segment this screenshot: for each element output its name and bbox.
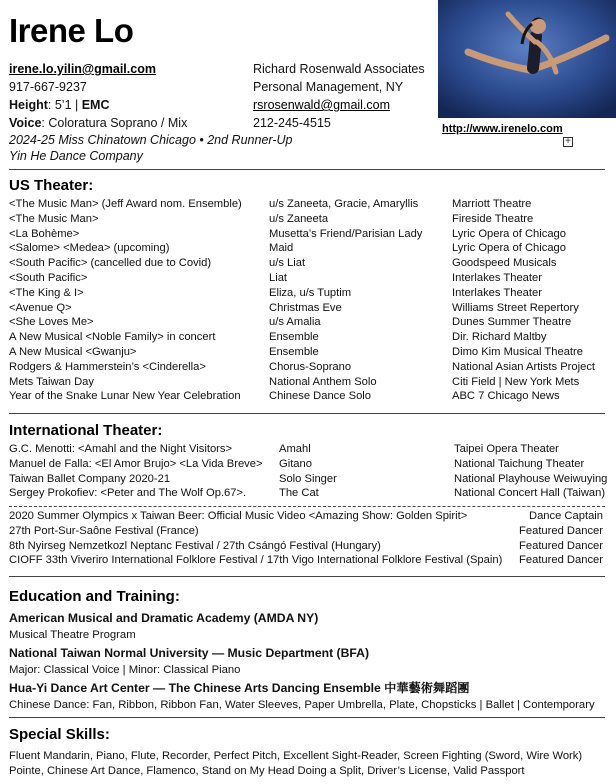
education-list	[9, 610, 609, 715]
school-detail: Chinese Dance: Fan, Ribbon, Ribbon Fan, Water Sleeves, Paper Umbrella, Plate, Chopsticks | Ballet | Contemporary	[9, 699, 595, 711]
credit-row	[9, 487, 609, 502]
festival-row	[9, 525, 603, 540]
venue: Williams Street Repertory	[452, 301, 579, 314]
venue: Dunes Summer Theatre	[452, 316, 572, 329]
school-name: American Musical and Dramatic Academy (AMDA NY)	[9, 611, 319, 625]
venue: National Asian Artists Project	[452, 360, 596, 373]
height-label: Height	[9, 98, 48, 112]
skills-heading: Special Skills:	[9, 726, 110, 743]
school-detail: Major: Classical Voice | Minor: Classical Piano	[9, 664, 241, 676]
role: Gitano	[279, 457, 312, 470]
school-name: Hua-Yi Dance Art Center — The Chinese Arts Dancing Ensemble 中華藝術舞蹈團	[9, 681, 470, 695]
credit-row	[9, 473, 609, 488]
email-link[interactable]: irene.lo.yilin@gmail.com	[9, 62, 156, 76]
show-title: Taiwan Ballet Company 2020-21	[9, 472, 171, 485]
role: Amahl	[279, 443, 311, 455]
festival-row	[9, 510, 603, 525]
festival-credits	[9, 510, 603, 569]
venue: Interlakes Theater	[452, 286, 542, 299]
show-title: Year of the Snake Lunar New Year Celebration	[9, 390, 241, 403]
venue: Interlakes Theater	[452, 271, 542, 284]
divider	[9, 413, 605, 414]
voice-label: Voice	[9, 116, 42, 130]
agency-desc: Personal Management, NY	[253, 80, 404, 94]
venue: National Taichung Theater	[454, 457, 585, 470]
role: u/s Zaneeta, Gracie, Amaryllis	[269, 198, 419, 210]
role: Ensemble	[269, 345, 319, 358]
venue: Dimo Kim Musical Theatre	[452, 345, 583, 358]
agency-block	[253, 60, 438, 132]
credit-row	[9, 458, 609, 473]
show-title: A New Musical <Noble Family> in concert	[9, 331, 216, 344]
agency-phone: 212-245-4515	[253, 116, 331, 130]
show-title: G.C. Menotti: <Amahl and the Night Visitors>	[9, 443, 233, 455]
website-link[interactable]: http://www.irenelo.com	[442, 123, 563, 135]
height-line	[9, 96, 249, 114]
role: Eliza, u/s Tuptim	[269, 286, 352, 299]
festival-role: Featured Dancer	[519, 539, 603, 552]
phone: 917-667-9237	[9, 80, 87, 94]
venue: Lyric Opera of Chicago	[452, 227, 566, 240]
role: Liat	[269, 271, 288, 284]
headshot-photo	[438, 0, 616, 118]
divider	[9, 169, 605, 170]
venue: Fireside Theatre	[452, 212, 534, 225]
education-heading: Education and Training:	[9, 588, 180, 605]
credit-row	[9, 302, 609, 317]
role: Ensemble	[269, 331, 319, 344]
venue: National Playhouse Weiwuying	[454, 472, 608, 485]
credit-row	[9, 257, 609, 272]
credit-row	[9, 331, 609, 346]
role: National Anthem Solo	[269, 375, 377, 388]
dancer-image	[438, 0, 616, 118]
show-title: Sergey Prokofiev: <Peter and The Wolf Op.67>.	[9, 487, 247, 500]
credit-row	[9, 346, 609, 361]
credit-row	[9, 242, 609, 257]
show-title: <South Pacific> (cancelled due to Covid)	[9, 257, 212, 270]
festival-role: Featured Dancer	[519, 554, 603, 567]
role: u/s Zaneeta	[269, 212, 329, 225]
us-theater-heading: US Theater:	[9, 177, 94, 194]
credit-row	[9, 228, 609, 243]
festival-role: Dance Captain	[528, 510, 603, 522]
credit-row	[9, 287, 609, 302]
festival-role: Featured Dancer	[519, 524, 603, 537]
school-name: National Taiwan Normal University — Music Department (BFA)	[9, 646, 370, 660]
dance-company: Yin He Dance Company	[9, 149, 143, 163]
festival-title: 2020 Summer Olympics x Taiwan Beer: Official Music Video <Amazing Show: Golden Spirit>	[9, 510, 468, 522]
show-title: <The Music Man> (Jeff Award nom. Ensemble)	[9, 198, 242, 210]
credit-row	[9, 213, 609, 228]
highlights	[9, 132, 292, 164]
show-title: Rodgers & Hammerstein’s <Cinderella>	[9, 360, 206, 373]
skills-line: Fluent Mandarin, Piano, Flute, Recorder, Perfect Pitch, Excellent Sight-Reader, Screen Fighting (Sword, Wire Work)	[9, 750, 583, 762]
role: u/s Liat	[269, 257, 306, 270]
credit-row	[9, 272, 609, 287]
show-title: <La Bohème>	[9, 227, 80, 240]
venue: Marriott Theatre	[452, 198, 532, 210]
festival-row	[9, 540, 603, 555]
agency-email-link[interactable]: rsrosenwald@gmail.com	[253, 98, 391, 112]
role: u/s Amalia	[269, 316, 321, 329]
venue: Goodspeed Musicals	[452, 257, 557, 270]
credit-row	[9, 316, 609, 331]
voice-value: : Coloratura Soprano / Mix	[41, 116, 188, 130]
skills-line: Pointe, Chinese Art Dance, Flamenco, Stand on My Head Doing a Split, Driver’s License, Valid Passport	[9, 765, 525, 777]
intl-theater-credits	[9, 443, 609, 502]
role: Solo Singer	[279, 472, 337, 485]
us-theater-credits	[9, 198, 609, 405]
expand-icon[interactable]: +	[563, 137, 573, 147]
intl-theater-heading: International Theater:	[9, 422, 163, 439]
union-status: EMC	[81, 98, 110, 112]
credit-row	[9, 198, 609, 213]
role: Maid	[269, 242, 294, 255]
show-title: <She Loves Me>	[9, 316, 94, 329]
agency-name: Richard Rosenwald Associates	[253, 62, 425, 76]
venue: Citi Field | New York Mets	[452, 375, 580, 388]
credit-row	[9, 361, 609, 376]
show-title: <Avenue Q>	[9, 301, 72, 314]
credit-row	[9, 376, 609, 391]
festival-title: 8th Nyirseg Nemzetkozl Neptanc Festival / 27th Csángó Festival (Hungary)	[9, 539, 381, 552]
venue: Dir. Richard Maltby	[452, 331, 547, 344]
festival-row	[9, 554, 603, 569]
show-title: <The King & I>	[9, 286, 84, 299]
show-title: A New Musical <Gwanju>	[9, 345, 137, 358]
school-detail: Musical Theatre Program	[9, 629, 136, 641]
pageant-title: 2024-25 Miss Chinatown Chicago • 2nd Runner-Up	[9, 133, 293, 147]
show-title: <The Music Man>	[9, 212, 99, 225]
show-title: <Salome> <Medea> (upcoming)	[9, 242, 170, 255]
show-title: Manuel de Falla: <El Amor Brujo> <La Vida Breve>	[9, 457, 263, 470]
role: Christmas Eve	[269, 301, 342, 314]
festival-title: CIOFF 33th Viveriro International Folklore Festival / 17th Vigo International Folklore Festival (Spain)	[9, 554, 503, 567]
skills-list	[9, 749, 582, 779]
role: Chorus-Soprano	[269, 360, 352, 373]
show-title: <South Pacific>	[9, 271, 88, 284]
venue: Lyric Opera of Chicago	[452, 242, 566, 255]
voice-line	[9, 114, 249, 132]
role: Musetta’s Friend/Parisian Lady	[269, 227, 423, 240]
divider	[9, 576, 605, 577]
credit-row	[9, 443, 609, 458]
divider	[9, 717, 605, 718]
venue: Taipei Opera Theater	[454, 443, 559, 455]
show-title: Mets Taiwan Day	[9, 375, 94, 388]
contact-block	[9, 60, 249, 132]
role: Chinese Dance Solo	[269, 390, 371, 403]
venue: ABC 7 Chicago News	[452, 390, 560, 403]
resume-name: Irene Lo	[9, 12, 134, 49]
role: The Cat	[279, 487, 319, 500]
festival-title: 27th Port-Sur-Saône Festival (France)	[9, 524, 199, 537]
venue: National Concert Hall (Taiwan)	[454, 487, 606, 500]
height-value: : 5’1 |	[47, 98, 82, 112]
dotted-divider	[9, 506, 605, 507]
credit-row	[9, 390, 609, 405]
